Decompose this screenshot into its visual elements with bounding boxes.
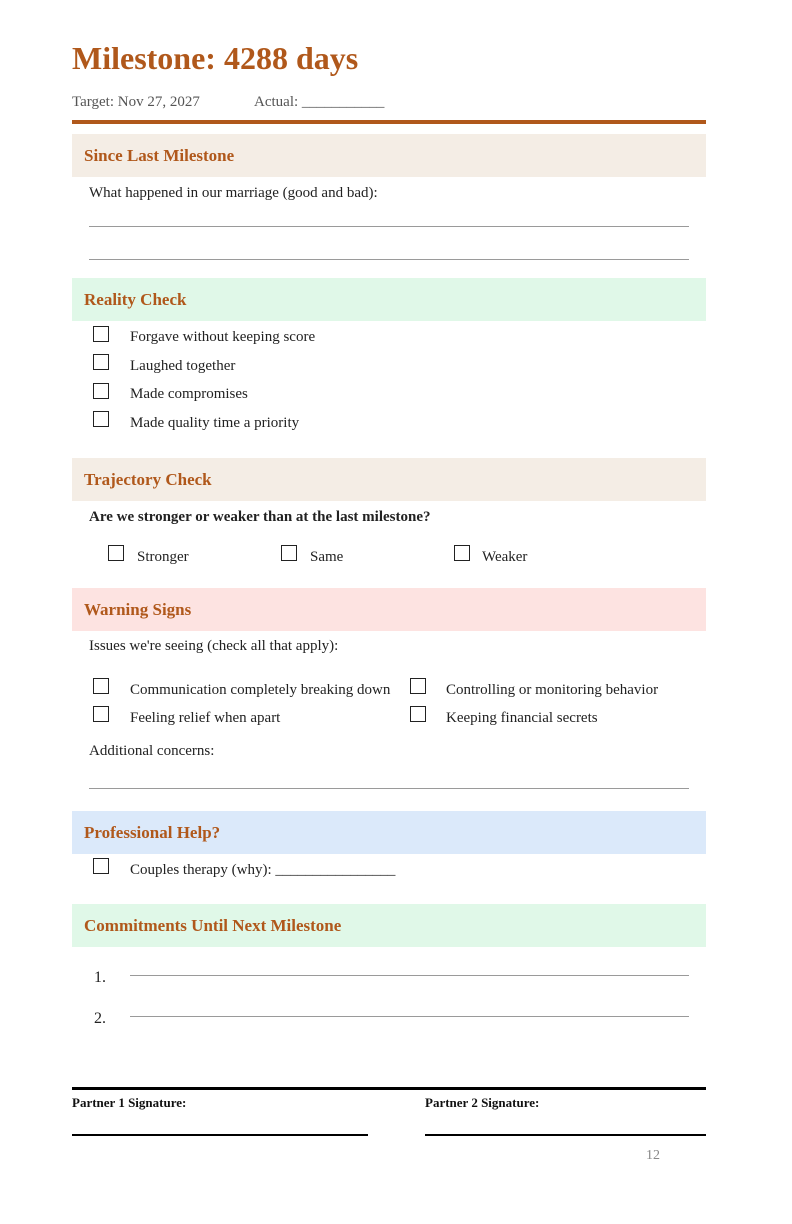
warning-item: Controlling or monitoring behavior [446,682,659,698]
warning-prompt: Issues we're seeing (check all that apply): [89,638,339,654]
reality-item: Made compromises [130,386,248,402]
commitment-number: 2. [94,1010,106,1027]
warning-checkbox[interactable] [410,678,426,694]
commitment-line[interactable] [130,975,689,976]
section-since-last-milestone [72,134,706,177]
commitment-number: 1. [94,969,106,986]
reality-checkbox[interactable] [93,383,109,399]
section-heading: Reality Check [84,290,187,309]
section-trajectory-check [72,458,706,501]
therapy-item: Couples therapy (why): ________________ [130,862,396,878]
reality-checkbox[interactable] [93,354,109,370]
trajectory-option: Weaker [482,549,528,565]
section-professional-help [72,811,706,854]
warning-checkbox[interactable] [93,678,109,694]
reality-item: Laughed together [130,358,236,374]
reality-checkbox[interactable] [93,411,109,427]
write-line[interactable] [89,259,689,260]
reality-item: Made quality time a priority [130,415,300,431]
warning-checkbox[interactable] [410,706,426,722]
additional-concerns-label: Additional concerns: [89,743,215,759]
therapy-checkbox[interactable] [93,858,109,874]
write-line[interactable] [89,226,689,227]
section-commitments [72,904,706,947]
trajectory-question: Are we stronger or weaker than at the last milestone? [89,509,431,525]
header-divider [72,120,706,124]
warning-item: Feeling relief when apart [130,710,281,726]
warning-item: Communication completely breaking down [130,682,391,698]
partner2-signature-label: Partner 2 Signature: [425,1095,540,1110]
section-warning-signs [72,588,706,631]
partner1-signature-label: Partner 1 Signature: [72,1095,187,1110]
trajectory-checkbox-stronger[interactable] [108,545,124,561]
since-last-prompt: What happened in our marriage (good and bad): [89,185,378,201]
partner1-signature-line[interactable] [72,1134,368,1136]
trajectory-checkbox-same[interactable] [281,545,297,561]
warning-checkbox[interactable] [93,706,109,722]
reality-item: Forgave without keeping score [130,329,316,345]
trajectory-checkbox-weaker[interactable] [454,545,470,561]
signature-divider [72,1087,706,1090]
section-heading: Since Last Milestone [84,146,235,165]
reality-checkbox[interactable] [93,326,109,342]
section-heading: Warning Signs [84,600,192,619]
section-heading: Trajectory Check [84,470,212,489]
target-date: Target: Nov 27, 2027 [72,94,200,110]
page-number: 12 [646,1148,660,1163]
write-line[interactable] [89,788,689,789]
section-reality-check [72,278,706,321]
trajectory-option: Same [310,549,344,565]
trajectory-option: Stronger [137,549,189,565]
partner2-signature-line[interactable] [425,1134,706,1136]
section-heading: Professional Help? [84,823,221,842]
actual-date: Actual: ___________ [254,94,385,110]
warning-item: Keeping financial secrets [446,710,598,726]
commitment-line[interactable] [130,1016,689,1017]
section-heading: Commitments Until Next Milestone [84,916,342,935]
page-title: Milestone: 4288 days [72,40,359,76]
